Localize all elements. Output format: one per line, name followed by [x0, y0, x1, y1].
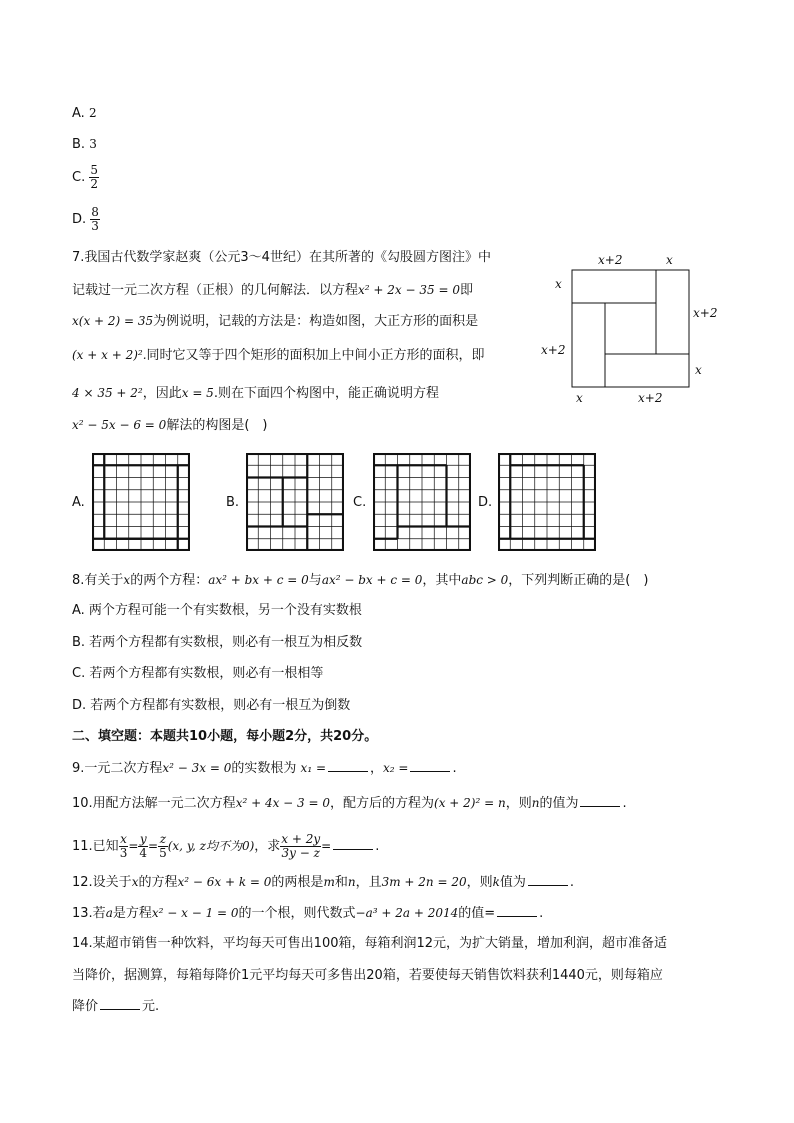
q12: 12.设关于x的方程x² − 6x + k = 0的两根是m和n，且3m + 2n = 20，则k值为 . [72, 875, 575, 890]
big-square [572, 270, 689, 387]
q9: 9.一元二次方程x² − 3x = 0的实数根为 x₁ = ，x₂ = . [72, 761, 457, 776]
q8-option-c: C. 若两个方程都有实数根，则必有一根相等 [72, 666, 324, 681]
grid-label-d: D. [478, 495, 493, 510]
q11: 11.已知 $\frac{x}{3}$ = $\frac{y}{4}$ = $\frac{z}{5}$ (x, y, z均不为0)，求 $\frac{x + 2y}{3y - z}$ = . [72, 832, 380, 860]
grid-figure-c [373, 453, 471, 551]
q8-option-d: D. 若两个方程都有实数根，则必有一根互为倒数 [72, 698, 351, 713]
q6-option-a: A. 2 [72, 106, 97, 121]
label-top-left: x+2 [598, 253, 623, 267]
q12-blank[interactable] [528, 874, 568, 886]
q10: 10.用配方法解一元二次方程x² + 4x − 3 = 0，配方后的方程为(x + 2)² = n，则n的值为 . [72, 796, 627, 811]
zhao-shuang-figure [536, 248, 736, 408]
q6-option-d: D. $\frac{8}{3}$ [72, 205, 99, 233]
label-left-top: x [555, 277, 562, 291]
q8-option-b: B. 若两个方程都有实数根，则必有一根互为相反数 [72, 635, 363, 650]
grid-figure-b [246, 453, 344, 551]
label-bottom-right: x+2 [638, 391, 663, 405]
label-top-right: x [666, 253, 673, 267]
grid-label-a: A. [72, 495, 85, 510]
label-right-bottom: x [695, 363, 702, 377]
q7-line6: x² − 5x − 6 = 0解法的构图是( ) [72, 418, 268, 433]
q14-blank[interactable] [100, 998, 140, 1010]
label-right-top: x+2 [693, 306, 718, 320]
q13-blank[interactable] [497, 905, 537, 917]
q14-line3: 降价 元. [72, 999, 160, 1014]
grid-figure-a [92, 453, 190, 551]
q8-option-a: A. 两个方程可能一个有实数根，另一个没有实数根 [72, 603, 362, 618]
q7-line2: 记载过一元二次方程（正根）的几何解法．以方程x² + 2x − 35 = 0即 [72, 283, 473, 298]
q7-line4: (x + x + 2)².同时它又等于四个矩形的面积加上中间小正方形的面积，即 [72, 348, 485, 363]
q6-option-b: B. 3 [72, 137, 97, 152]
section-heading: 二、填空题：本题共10小题，每小题2分，共20分。 [72, 729, 378, 744]
label-left-bottom: x+2 [541, 343, 566, 357]
q6-option-c: C. $\frac{5}{2}$ [72, 163, 98, 191]
q7-line3: x(x + 2) = 35为例说明，记载的方法是：构造如图，大正方形的面积是 [72, 314, 479, 329]
grid-label-c: C. [353, 495, 367, 510]
q9-blank-1[interactable] [328, 760, 368, 772]
q10-blank[interactable] [580, 795, 620, 807]
q14-line2: 当降价，据测算，每箱每降价1元平均每天可多售出20箱，若要使每天销售饮料获利1440元，则每箱应 [72, 968, 663, 983]
q7-line1: 7.我国古代数学家赵爽（公元3～4世纪）在其所著的《勾股圆方图注》中 [72, 250, 491, 265]
grid-label-b: B. [226, 495, 240, 510]
q14-line1: 14.某超市销售一种饮料，平均每天可售出100箱，每箱利润12元，为扩大销量，增加利润，超市准备适 [72, 936, 668, 951]
q9-blank-2[interactable] [410, 760, 450, 772]
q13: 13.若a是方程x² − x − 1 = 0的一个根，则代数式−a³ + 2a + 2014的值= . [72, 906, 544, 921]
label-bottom-left: x [576, 391, 583, 405]
q11-blank[interactable] [333, 838, 373, 850]
q7-line5: 4 × 35 + 2²，因此x = 5.则在下面四个构图中，能正确说明方程 [72, 386, 439, 401]
grid-figure-d [498, 453, 596, 551]
q8-stem: 8.有关于x的两个方程：ax² + bx + c = 0与ax² − bx + c = 0，其中abc > 0，下列判断正确的是( ) [72, 573, 649, 588]
